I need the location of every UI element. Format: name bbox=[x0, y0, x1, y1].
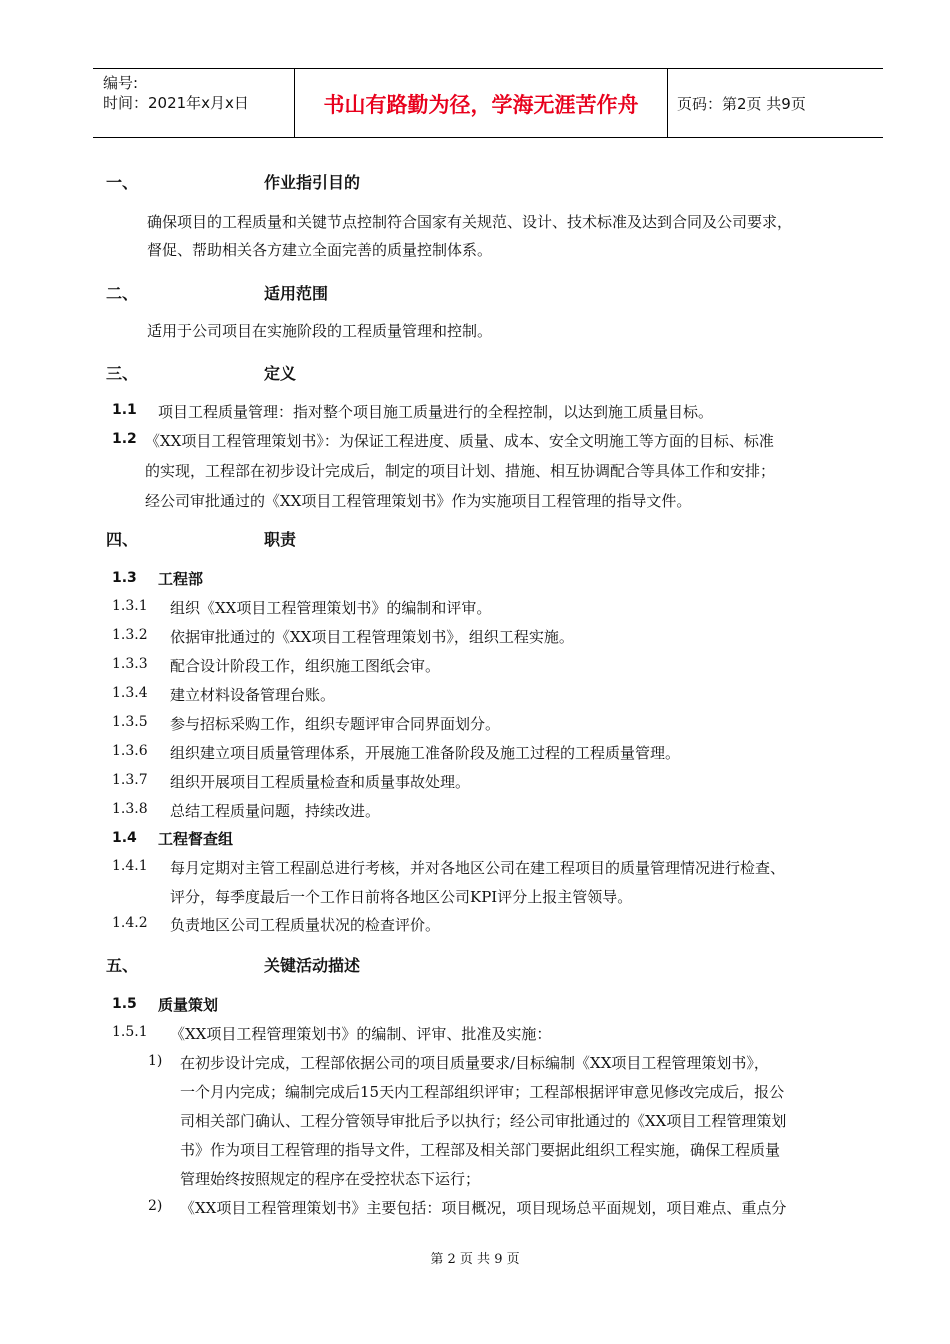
list-marker: 1) bbox=[148, 1053, 163, 1069]
item-text: 的实现，工程部在初步设计完成后，制定的项目计划、措施、相互协调配合等具体工作和安排； bbox=[145, 462, 776, 480]
section-title: 职责 bbox=[264, 530, 297, 549]
item-number: 1.3.6 bbox=[112, 743, 148, 759]
number-label: 编号: bbox=[103, 74, 139, 92]
subsection-title: 工程部 bbox=[158, 570, 204, 588]
item-text: 书》作为项目工程管理的指导文件，工程部及相关部门要据此组织工程实施，确保工程质量 bbox=[180, 1141, 781, 1159]
page-info: 页码：第2页 共9页 bbox=[677, 95, 806, 113]
subsection-title: 工程督查组 bbox=[158, 830, 234, 848]
list-marker: 2) bbox=[148, 1198, 163, 1214]
item-text: 在初步设计完成，工程部依据公司的项目质量要求/目标编制《XX项目工程管理策划书》， bbox=[180, 1054, 769, 1072]
section-number: 一、 bbox=[106, 173, 139, 192]
section-title: 适用范围 bbox=[264, 284, 329, 303]
section-number: 三、 bbox=[106, 364, 139, 383]
paragraph-line: 确保项目的工程质量和关键节点控制符合国家有关规范、设计、技术标准及达到合同及公司要求， bbox=[147, 213, 793, 231]
page-footer: 第 2 页 共 9 页 bbox=[430, 1252, 520, 1267]
item-text: 评分，每季度最后一个工作日前将各地区公司KPI评分上报主管领导。 bbox=[170, 888, 633, 906]
section-number: 四、 bbox=[106, 530, 139, 549]
item-text: 参与招标采购工作，组织专题评审合同界面划分。 bbox=[170, 715, 501, 733]
item-text: 经公司审批通过的《XX项目工程管理策划书》作为实施项目工程管理的指导文件。 bbox=[145, 492, 692, 510]
item-number: 1.3.7 bbox=[112, 772, 148, 788]
item-number: 1.4.1 bbox=[112, 858, 148, 874]
item-text: 组织《XX项目工程管理策划书》的编制和评审。 bbox=[170, 599, 492, 617]
item-number: 1.3.1 bbox=[112, 598, 148, 614]
item-number: 1.3.8 bbox=[112, 801, 148, 817]
item-text: 组织建立项目质量管理体系，开展施工准备阶段及施工过程的工程质量管理。 bbox=[170, 744, 681, 762]
item-text: 司相关部门确认、工程分管领导审批后予以执行；经公司审批通过的《XX项目工程管理策划 bbox=[180, 1112, 787, 1130]
item-number: 1.4.2 bbox=[112, 915, 148, 931]
subsection-title: 质量策划 bbox=[158, 996, 219, 1014]
header-table bbox=[93, 68, 883, 138]
header-meta bbox=[103, 73, 249, 113]
item-text: 配合设计阶段工作，组织施工图纸会审。 bbox=[170, 657, 441, 675]
item-text: 组织开展项目工程质量检查和质量事故处理。 bbox=[170, 773, 471, 791]
item-text: 《XX项目工程管理策划书》的编制、评审、批准及实施： bbox=[170, 1025, 552, 1043]
subsection-number: 1.3 bbox=[112, 570, 137, 586]
item-text: 项目工程质量管理：指对整个项目施工质量进行的全程控制，以达到施工质量目标。 bbox=[158, 403, 714, 421]
item-number: 1.2 bbox=[112, 431, 137, 447]
item-text: 一个月内完成；编制完成后15天内工程部组织评审；工程部根据评审意见修改完成后，报公 bbox=[180, 1083, 785, 1101]
item-text: 每月定期对主管工程副总进行考核，并对各地区公司在建工程项目的质量管理情况进行检查、 bbox=[170, 859, 786, 877]
item-text: 《XX项目工程管理策划书》主要包括：项目概况，项目现场总平面规划，项目难点、重点分 bbox=[180, 1199, 787, 1217]
item-text: 总结工程质量问题，持续改进。 bbox=[170, 802, 381, 820]
item-text: 管理始终按照规定的程序在受控状态下运行； bbox=[180, 1170, 481, 1188]
section-number: 二、 bbox=[106, 284, 139, 303]
item-text: 负责地区公司工程质量状况的检查评价。 bbox=[170, 916, 441, 934]
section-number: 五、 bbox=[106, 956, 139, 975]
item-text: 建立材料设备管理台账。 bbox=[170, 686, 336, 704]
item-number: 1.3.2 bbox=[112, 627, 148, 643]
item-number: 1.1 bbox=[112, 402, 137, 418]
section-title: 关键活动描述 bbox=[264, 956, 361, 975]
time-label: 时间：2021年x月x日 bbox=[103, 94, 249, 112]
item-number: 1.5.1 bbox=[112, 1024, 148, 1040]
section-title: 定义 bbox=[264, 364, 297, 383]
section-title: 作业指引目的 bbox=[264, 173, 361, 192]
subsection-number: 1.5 bbox=[112, 996, 137, 1012]
item-number: 1.3.4 bbox=[112, 685, 148, 701]
paragraph-line: 适用于公司项目在实施阶段的工程质量管理和控制。 bbox=[147, 322, 493, 340]
paragraph-line: 督促、帮助相关各方建立全面完善的质量控制体系。 bbox=[147, 241, 493, 259]
subsection-number: 1.4 bbox=[112, 830, 137, 846]
item-text: 《XX项目工程管理策划书》：为保证工程进度、质量、成本、安全文明施工等方面的目标、标准 bbox=[145, 432, 774, 450]
motto: 书山有路勤为径，学海无涯苦作舟 bbox=[323, 93, 639, 117]
header-divider bbox=[667, 69, 668, 137]
item-text: 依据审批通过的《XX项目工程管理策划书》，组织工程实施。 bbox=[170, 628, 574, 646]
item-number: 1.3.3 bbox=[112, 656, 148, 672]
item-number: 1.3.5 bbox=[112, 714, 148, 730]
